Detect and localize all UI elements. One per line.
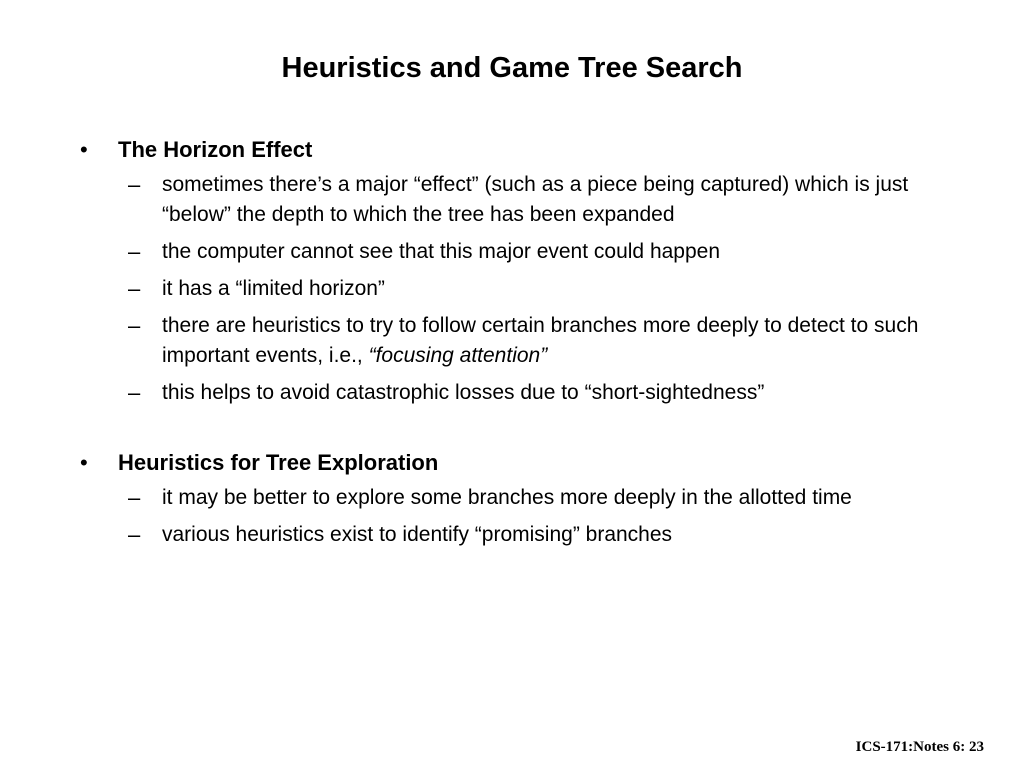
dash-marker: –: [128, 313, 141, 338]
dash-marker: –: [128, 172, 141, 197]
sub-item-text: this helps to avoid catastrophic losses due to “short-sightedness”: [162, 381, 765, 404]
sub-item-text: [162, 311, 952, 371]
sub-item: [0, 170, 1024, 230]
sub-item: [0, 311, 1024, 371]
sub-item: [0, 274, 1024, 304]
bullet-heading: The Horizon Effect: [118, 137, 313, 162]
sub-item-text-plain: there are heuristics to try to follow certain branches more deeply to detect to such important events, i.e.,: [162, 314, 919, 367]
sub-item-text: it has a “limited horizon”: [162, 277, 385, 300]
slide-footer: ICS-171:Notes 6: 23: [855, 739, 984, 755]
sub-item-emphasis: “focusing attention”: [368, 344, 548, 367]
bullet-heading: Heuristics for Tree Exploration: [118, 450, 439, 475]
bullet-marker: •: [80, 137, 88, 162]
dash-marker: –: [128, 276, 141, 301]
slide-title: Heuristics and Game Tree Search: [281, 52, 743, 84]
dash-marker: –: [128, 380, 141, 405]
bullet-marker: •: [80, 450, 88, 475]
bullet-section-horizon-effect: [0, 134, 1024, 415]
dash-marker: –: [128, 485, 141, 510]
bullet-heading-row: [0, 447, 1024, 483]
sub-item: [0, 378, 1024, 408]
dash-marker: –: [128, 239, 141, 264]
dash-marker: –: [128, 522, 141, 547]
sub-item-text: sometimes there’s a major “effect” (such as a piece being captured) which is just “below” the depth to which the tree has been expanded: [162, 173, 909, 226]
sub-item-text: it may be better to explore some branches more deeply in the allotted time: [162, 486, 852, 509]
sub-item: [0, 483, 1024, 513]
bullet-heading-row: [0, 134, 1024, 170]
sub-item: [0, 520, 1024, 550]
bullet-section-tree-exploration: [0, 447, 1024, 557]
sub-item: [0, 237, 1024, 267]
sub-item-text: various heuristics exist to identify “promising” branches: [162, 523, 673, 546]
sub-item-text: the computer cannot see that this major event could happen: [162, 240, 721, 263]
